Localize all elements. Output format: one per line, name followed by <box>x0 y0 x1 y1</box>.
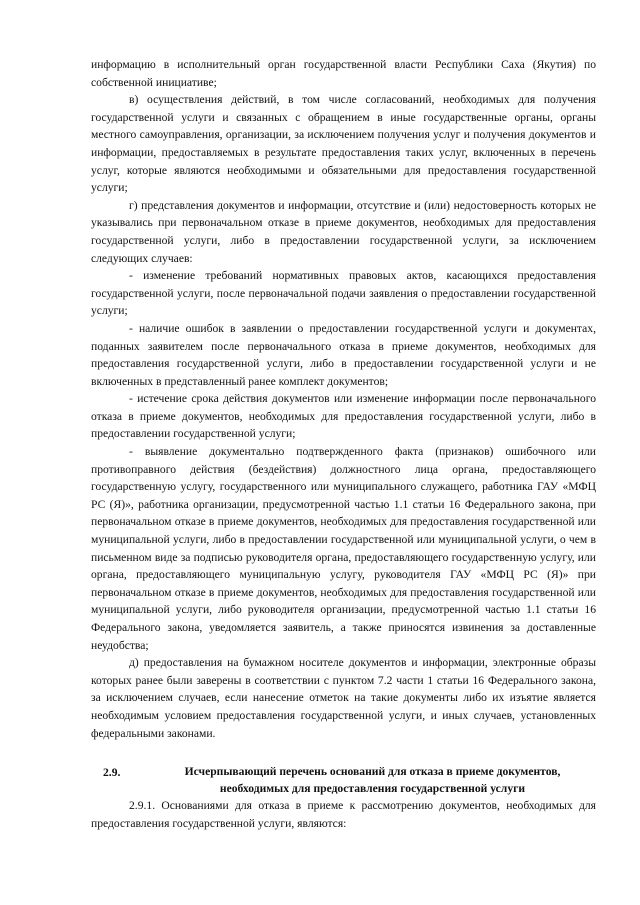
paragraph: - изменение требований нормативных правовых актов, касающихся предоставления государственной услуги, после первоначальной подачи заявления о предоставлении государственной услуги; <box>91 269 596 318</box>
paragraph: д) предоставления на бумажном носителе документов и информации, электронные образы которых ранее были заверены в соответствии с пунктом 7.2 части 1 статьи 16 Федерального закона, за исключением случаев, если нанесение отметок на такие документы либо их изъятие является необходимым условием предоставления государственной услуги, и иных случаев, установленных федеральными законами. <box>91 656 596 740</box>
subsection-paragraph: 2.9.1. Основаниями для отказа в приеме к рассмотрению документов, необходимых для предоставления государственной услуги, являются: <box>91 799 596 830</box>
document-page <box>91 56 596 832</box>
body-text <box>91 56 596 742</box>
paragraph: - истечение срока действия документов или изменение информации после первоначального отказа в приеме документов, необходимых для предоставления государственной услуги, либо в предоставлении государственной услуги; <box>91 392 596 441</box>
section-number: 2.9. <box>103 766 121 780</box>
paragraph: - наличие ошибок в заявлении о предоставлении государственной услуги и документах, поданных заявителем после первоначального отказа в приеме документов, необходимых для предоставления государственной услуги, либо в предоставлении государственной услуги и не включенных в представленный ранее комплект документов; <box>91 321 596 388</box>
paragraph: информацию в исполнительный орган государственной власти Республики Саха (Якутия) по собственной инициативе; <box>91 58 596 89</box>
paragraph: в) осуществления действий, в том числе согласований, необходимых для получения государственной услуги и связанных с обращением в иные государственные органы, органы местного самоуправления, организации, за исключением получения услуг и получения документов и информации, предоставляемых в результате предоставления таких услуг, включенных в перечень услуг, которые являются необходимыми и обязательными для предоставления государственной услуги; <box>91 93 596 195</box>
paragraph: - выявление документально подтвержденного факта (признаков) ошибочного или противоправного действия (бездействия) должностного лица органа, предоставляющего государственную услугу, государственного или муниципального служащего, работника ГАУ «МФЦ РС (Я)», работника организации, предусмотренной частью 1.1 статьи 16 Федерального закона, при первоначальном отказе в приеме документов, необходимых для предоставления государственной или муниципальной услуги, либо в предоставлении государственной или муниципальной услуги, о чем в письменном виде за подписью руководителя органа, предоставляющего государственную услугу, или органа, предоставляющего муниципальную услугу, руководителя ГАУ «МФЦ РС (Я)» при первоначальном отказе в приеме документов, необходимых для предоставления государственной или муниципальной услуги, либо руководителя организации, предусмотренной частью 1.1 статьи 16 Федерального закона, уведомляется заявитель, а также приносятся извинения за доставленные неудобства; <box>91 445 596 652</box>
section-heading <box>91 764 596 797</box>
paragraph: г) представления документов и информации, отсутствие и (или) недостоверность которых не указывались при первоначальном отказе в приеме документов, необходимых для предоставления государственной услуги, либо в предоставлении государственной услуги, за исключением следующих случаев: <box>91 198 596 265</box>
section-title: Исчерпывающий перечень оснований для отказа в приеме документов, необходимых для предоставления государственной услуги <box>184 765 561 795</box>
